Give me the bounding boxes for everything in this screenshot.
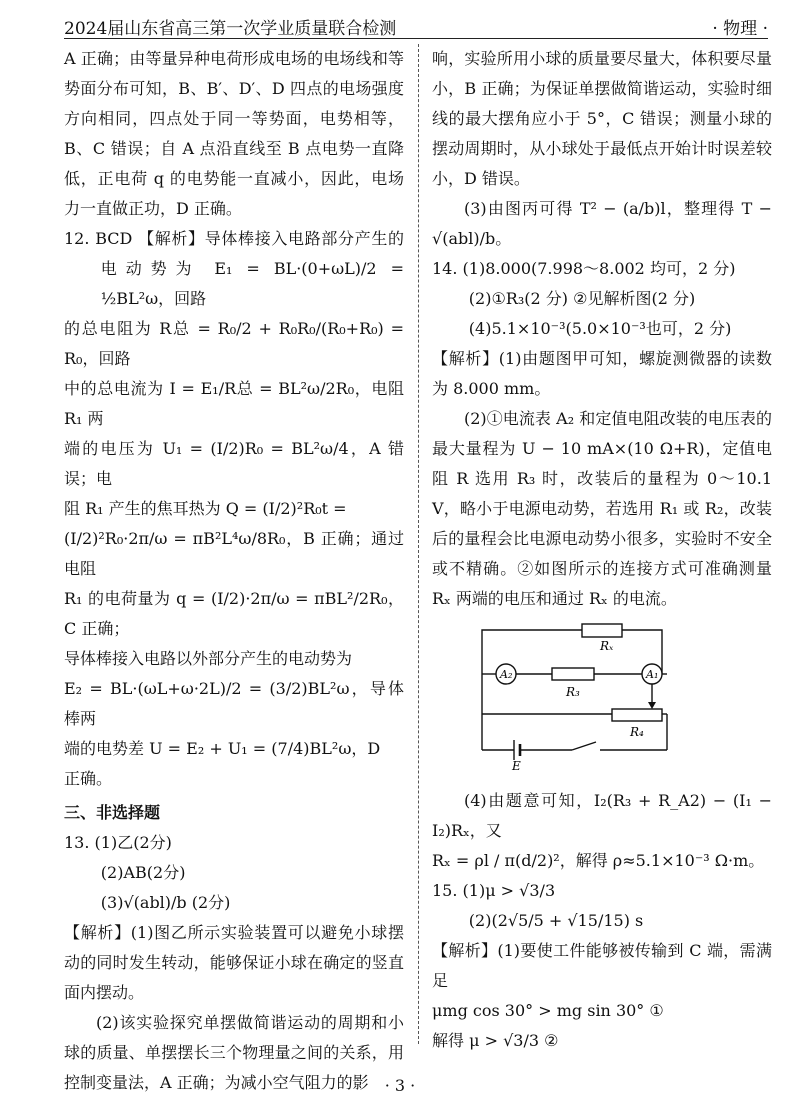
q15-answer-1: 15. (1)μ > √3/3 [432, 881, 556, 900]
subject-label: · 物理 · [712, 19, 768, 39]
q12-line-9: 端的电势差 U = E₂ + U₁ = (7/4)BL²ω，D [64, 739, 381, 758]
label-a2: A₂ [500, 668, 513, 681]
switch [572, 742, 596, 750]
left-column [64, 44, 404, 1098]
resistor-rx [582, 624, 622, 637]
q12-line-8: E₂ = BL·(ωL+ω·2L)/2 = (3/2)BL²ω，导体棒两 [64, 679, 404, 728]
q15-analysis-1: 【解析】(1)要使工件能够被传输到 C 端，需满足 [432, 941, 772, 990]
label-a1: A₁ [646, 668, 659, 681]
q15-answer-2: (2)(2√5/5 + √15/15) s [468, 911, 644, 930]
q14-analysis-2: (2)①电流表 A₂ 和定值电阻改装的电压表的最大量程为 U − 10 mA×(10 Ω+R)，定值电阻 R 选用 R₃ 时，改装后的量程为 0～10.1 V，略小于电源电动势，若选用 R₁ 或 R₂，改装后的量程会比电源电动势小很多，实验时不安全或不精确。②如图所示的连接方式可准确测量 Rₓ 两端的电压和通过 Rₓ 的电流。 [432, 409, 772, 608]
q14-part4-line2: Rₓ = ρl / π(d/2)²，解得 ρ≈5.1×10⁻³ Ω·m。 [432, 851, 765, 870]
q12-line-1: 的总电阻为 R总 = R₀/2 + R₀R₀/(R₀+R₀) = R₀，回路 [64, 319, 404, 368]
label-r4: R₄ [630, 725, 644, 739]
exam-title: 2024届山东省高三第一次学业质量联合检测 [64, 19, 397, 39]
q13-answer-2: (2)AB(2分) [100, 863, 186, 882]
page-header [64, 12, 768, 39]
q15-analysis-2: μmg cos 30° > mg sin 30° ① [432, 1001, 664, 1020]
q12-line-3: 端的电压为 U₁ = (I/2)R₀ = BL²ω/4，A 错误；电 [64, 439, 404, 488]
right-column [432, 44, 772, 1056]
q13-answer-3: (3)√(abl)/b (2分) [100, 893, 231, 912]
q13-analysis-2: (2)该实验探究单摆做简谐运动的周期和小球的质量、单摆摆长三个物理量之间的关系，用控制变量法，A 正确；为减小空气阻力的影 [64, 1013, 404, 1092]
label-r3: R₃ [566, 685, 580, 699]
q13-analysis-1: 【解析】(1)图乙所示实验装置可以避免小球摆动的同时发生转动，能够保证小球在确定的竖直面内摆动。 [64, 923, 404, 1002]
q12-line-10: 正确。 [64, 769, 113, 788]
label-rx: Rₓ [600, 639, 614, 653]
q12-line-5: (I/2)²R₀·2π/ω = πB²L⁴ω/8R₀，B 正确；通过电阻 [64, 529, 404, 578]
section-title: 三、非选择题 [64, 803, 161, 822]
q12-line-4: 阻 R₁ 产生的焦耳热为 Q = (I/2)²R₀t = [64, 499, 347, 518]
q12-line-2: 中的总电流为 I = E₁/R总 = BL²ω/2R₀，电阻 R₁ 两 [64, 379, 404, 428]
q14-part4-line1: (4)由题意可知，I₂(R₃ + R_A2) − (I₁ − I₂)Rₓ，又 [432, 791, 772, 840]
page-number: · 3 · [384, 1076, 416, 1095]
rheostat-r4 [612, 709, 662, 721]
q14-analysis-1: 【解析】(1)由题图甲可知，螺旋测微器的读数为 8.000 mm。 [432, 349, 772, 398]
q13-continuation: 响，实验所用小球的质量要尽量大，体积要尽量小，B 正确；为保证单摆做简谐运动，实验时细线的最大摆角应小于 5°，C 错误；测量小球的摆动周期时，从小球处于最低点开始计时误差较小，D 错误。 [432, 49, 772, 188]
q12-line-6: R₁ 的电荷量为 q = (I/2)·2π/ω = πBL²/2R₀，C 正确； [64, 589, 404, 638]
q14-answer-3: (4)5.1×10⁻³(5.0×10⁻³也可，2 分) [468, 319, 732, 338]
q13-part3: (3)由图丙可得 T² − (a/b)l，整理得 T − √(abl)/b。 [432, 199, 772, 248]
q14-answer-2: (2)①R₃(2 分) ②见解析图(2 分) [468, 289, 696, 308]
q12-line-0: 12. BCD 【解析】导体棒接入电路部分产生的电动势为 E₁ = BL·(0+ωL)/2 = ½BL²ω，回路 [64, 229, 404, 308]
q14-answer-1: 14. (1)8.000(7.998～8.002 均可，2 分) [432, 259, 736, 278]
circuit-diagram [472, 622, 682, 772]
resistor-r3 [552, 668, 594, 680]
q11-continuation: A 正确；由等量异种电荷形成电场的电场线和等势面分布可知，B、B′、D′、D 四点的电场强度方向相同，四点处于同一等势面，电势相等，B、C 错误；自 A 点沿直线至 B 点电势一直降低，正电荷 q 的电势能一直减小，因此，电场力一直做正功，D 正确。 [64, 49, 404, 218]
q12-line-7: 导体棒接入电路以外部分产生的电动势为 [64, 649, 353, 668]
q13-answer-1: 13. (1)乙(2分) [64, 833, 172, 852]
q15-analysis-3: 解得 μ > √3/3 ② [432, 1031, 559, 1050]
column-divider [418, 44, 419, 1044]
label-e: E [512, 759, 521, 772]
